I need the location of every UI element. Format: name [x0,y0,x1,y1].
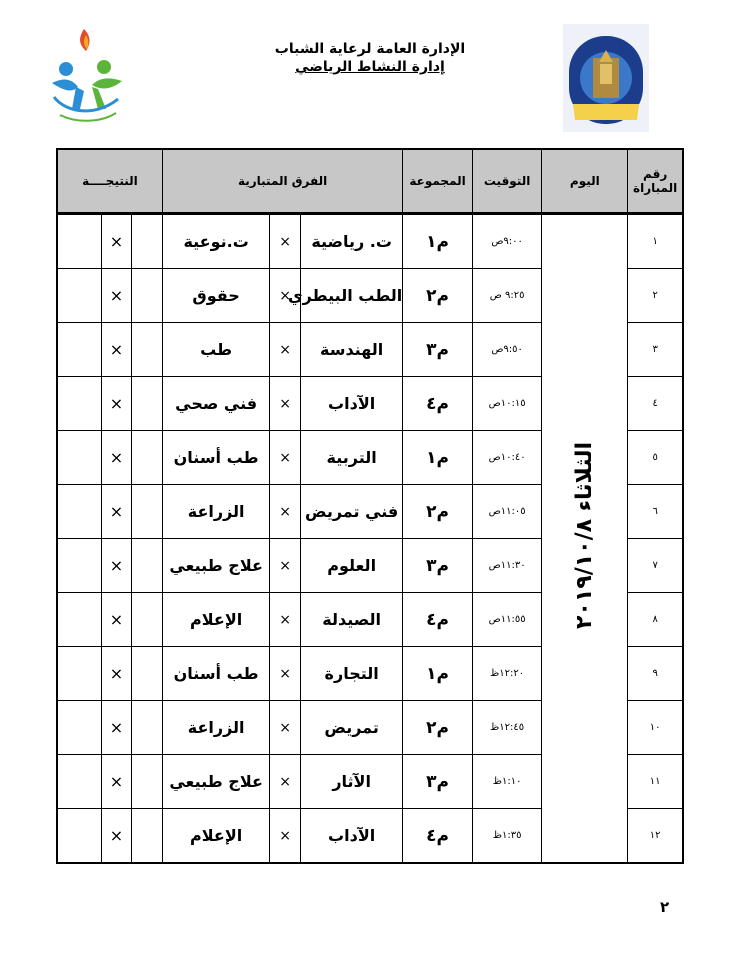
result-separator-cell: × [101,485,132,539]
score1-cell [132,647,163,701]
score2-cell [57,214,101,269]
time-cell: ١١:٠٥ص [472,485,542,539]
score2-cell [57,269,101,323]
result-separator-cell: × [101,593,132,647]
time-cell: ١:٣٥ظ [472,809,542,864]
team2-cell: الإعلام [162,809,269,864]
vs-cell: × [270,269,301,323]
team1-cell: العلوم [301,539,403,593]
score2-cell [57,809,101,864]
day-label: الثلاثاء ٢٠١٩/١٠/٨ [572,442,598,629]
header-time: التوقيت [472,149,542,214]
result-separator-cell: × [101,647,132,701]
team1-cell: الآثار [301,755,403,809]
vs-cell: × [270,323,301,377]
vs-cell: × [270,485,301,539]
group-cell: م٤ [403,809,473,864]
vs-cell: × [270,755,301,809]
time-cell: ١٢:٢٠ظ [472,647,542,701]
time-cell: ٩:٥٠ص [472,323,542,377]
group-cell: م٢ [403,485,473,539]
team2-cell: طب أسنان [162,647,269,701]
score1-cell [132,377,163,431]
team1-cell: التربية [301,431,403,485]
team2-cell: طب [162,323,269,377]
score2-cell [57,701,101,755]
score1-cell [132,431,163,485]
group-cell: م٤ [403,377,473,431]
score1-cell [132,755,163,809]
table-header-row [57,149,683,214]
score1-cell [132,593,163,647]
match-number-cell: ٤ [628,377,683,431]
score2-cell [57,593,101,647]
time-cell: ١٠:٤٠ص [472,431,542,485]
result-separator-cell: × [101,755,132,809]
vs-cell: × [270,431,301,485]
score2-cell [57,755,101,809]
day-cell [542,214,628,864]
vs-cell: × [270,593,301,647]
team2-cell: فني صحي [162,377,269,431]
score2-cell [57,485,101,539]
group-cell: م١ [403,431,473,485]
match-number-cell: ٣ [628,323,683,377]
time-cell: ٩:٢٥ ص [472,269,542,323]
header-line-1: الإدارة العامة لرعاية الشباب [274,41,466,57]
match-number-cell: ٦ [628,485,683,539]
table-row [57,214,683,269]
score1-cell [132,323,163,377]
header-group: المجموعة [403,149,473,214]
result-separator-cell: × [101,539,132,593]
header-line-2: إدارة النشاط الرياضي [295,59,445,75]
team1-cell: الهندسة [301,323,403,377]
match-number-cell: ٥ [628,431,683,485]
score1-cell [132,809,163,864]
time-cell: ٩:٠٠ص [472,214,542,269]
match-schedule-table [56,148,684,864]
vs-cell: × [270,214,301,269]
result-separator-cell: × [101,214,132,269]
score2-cell [57,647,101,701]
vs-cell: × [270,377,301,431]
team2-cell: علاج طبيعي [162,755,269,809]
team2-cell: علاج طبيعي [162,539,269,593]
vs-cell: × [270,701,301,755]
group-cell: م٢ [403,269,473,323]
vs-cell: × [270,539,301,593]
vs-cell: × [270,647,301,701]
group-cell: م٤ [403,593,473,647]
group-cell: م٣ [403,323,473,377]
vs-cell: × [270,809,301,864]
team1-cell: تمريض [301,701,403,755]
group-cell: م١ [403,647,473,701]
score1-cell [132,485,163,539]
team1-cell: الطب البيطري [301,269,403,323]
match-number-cell: ١٠ [628,701,683,755]
result-separator-cell: × [101,809,132,864]
team2-cell: الزراعة [162,485,269,539]
header-match-number: رقم المباراة [628,149,683,214]
team1-cell: ت. رياضية [301,214,403,269]
score1-cell [132,701,163,755]
team1-cell: فني تمريض [301,485,403,539]
score1-cell [132,539,163,593]
team2-cell: حقوق [162,269,269,323]
team2-cell: الإعلام [162,593,269,647]
score2-cell [57,323,101,377]
match-number-cell: ٧ [628,539,683,593]
result-separator-cell: × [101,431,132,485]
time-cell: ١:١٠ظ [472,755,542,809]
table-body [57,214,683,864]
score2-cell [57,377,101,431]
result-separator-cell: × [101,377,132,431]
time-cell: ١٢:٤٥ظ [472,701,542,755]
match-number-cell: ٢ [628,269,683,323]
team2-cell: طب أسنان [162,431,269,485]
result-separator-cell: × [101,701,132,755]
sports-activity-logo [46,27,130,127]
team1-cell: الآداب [301,809,403,864]
match-number-cell: ٩ [628,647,683,701]
team1-cell: الآداب [301,377,403,431]
time-cell: ١٠:١٥ص [472,377,542,431]
page-number: ٢ [660,898,670,916]
group-cell: م٣ [403,755,473,809]
team1-cell: الصيدلة [301,593,403,647]
team2-cell: الزراعة [162,701,269,755]
score2-cell [57,539,101,593]
group-cell: م٣ [403,539,473,593]
team1-cell: التجارة [301,647,403,701]
match-number-cell: ١٢ [628,809,683,864]
score1-cell [132,269,163,323]
team2-cell: ت.نوعية [162,214,269,269]
group-cell: م٢ [403,701,473,755]
header-teams: الفرق المتبارية [162,149,402,214]
time-cell: ١١:٥٥ص [472,593,542,647]
result-separator-cell: × [101,269,132,323]
time-cell: ١١:٣٠ص [472,539,542,593]
university-seal-logo [563,24,649,132]
result-separator-cell: × [101,323,132,377]
score2-cell [57,431,101,485]
header-result: النتيجــــة [57,149,162,214]
match-number-cell: ٨ [628,593,683,647]
page-header [230,40,510,76]
header-day: اليوم [542,149,628,214]
group-cell: م١ [403,214,473,269]
score1-cell [132,214,163,269]
match-number-cell: ١ [628,214,683,269]
match-number-cell: ١١ [628,755,683,809]
